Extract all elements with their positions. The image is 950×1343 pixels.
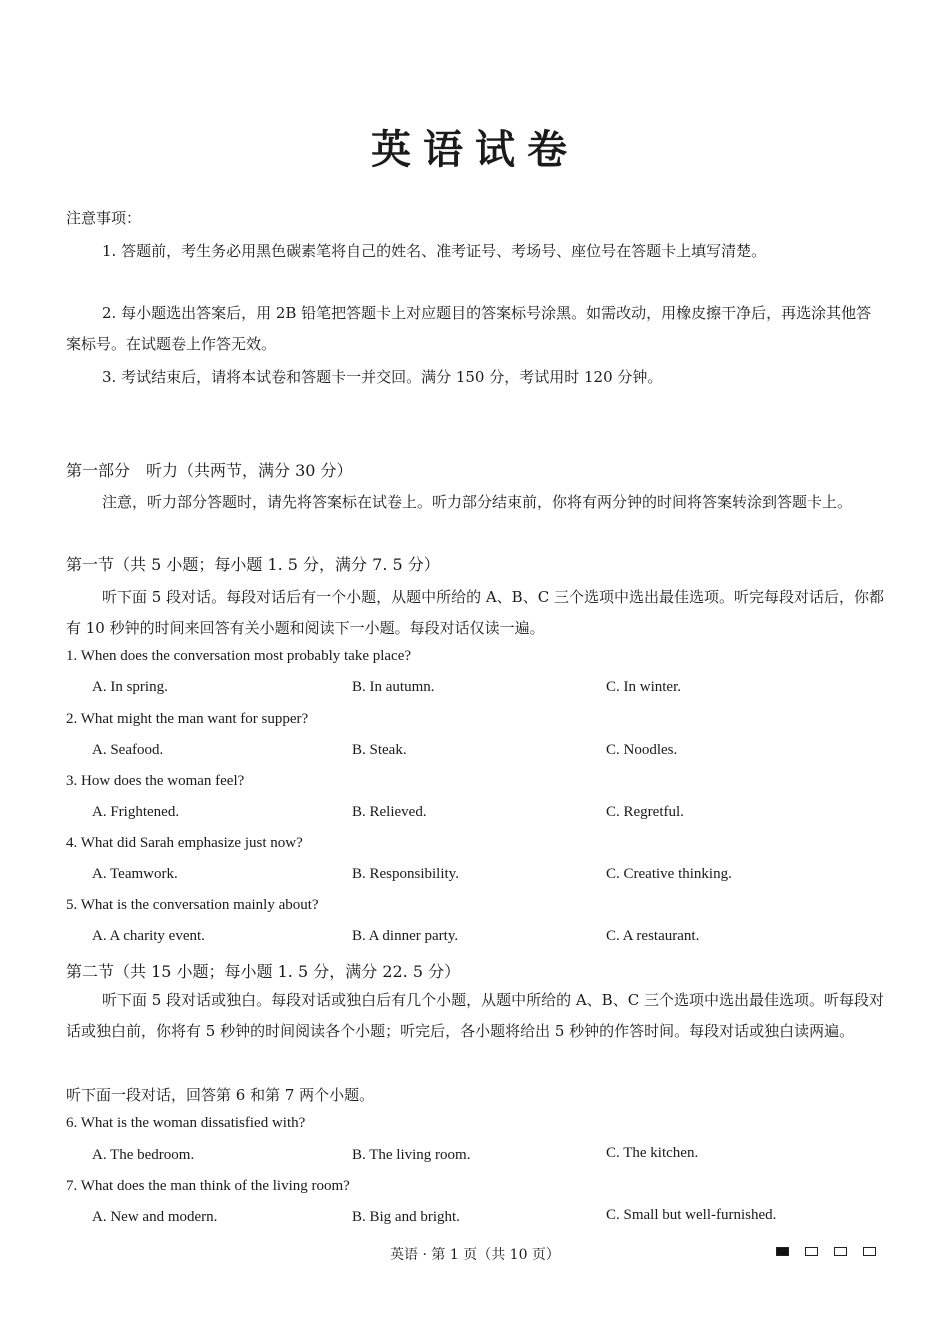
question-5-option-a: A. A charity event. [92,928,205,944]
question-6-option-c: C. The kitchen. [606,1145,699,1161]
question-3-option-c: C. Regretful. [606,804,684,820]
empty-square-mark [805,1247,818,1256]
section2-subinstruction: 听下面一段对话，回答第 6 和第 7 两个小题。 [66,1086,375,1104]
question-4-option-c: C. Creative thinking. [606,866,732,882]
empty-square-mark [863,1247,876,1256]
question-7-option-a: A. New and modern. [92,1209,218,1225]
question-4: 4. What did Sarah emphasize just now? [66,835,303,851]
part1-intro: 注意，听力部分答题时，请先将答案标在试卷上。听力部分结束前，你将有两分钟的时间将答案转涂到答题卡上。 [102,493,853,511]
question-4-option-a: A. Teamwork. [92,866,178,882]
note-item-1: 1. 答题前，考生务必用黑色碳素笔将自己的姓名、准考证号、考场号、座位号在答题卡上填写清楚。 [102,242,767,260]
page-footer: 英语 · 第 1 页（共 10 页） [390,1247,560,1263]
question-3-option-a: A. Frightened. [92,804,180,820]
question-1-option-a: A. In spring. [92,679,168,695]
question-5-option-c: C. A restaurant. [606,928,700,944]
page-marks [776,1247,876,1256]
question-7-option-b: B. Big and bright. [352,1209,460,1225]
question-2-option-a: A. Seafood. [92,742,164,758]
note-item-2: 2. 每小题选出答案后，用 2B 铅笔把答题卡上对应题目的答案标号涂黑。如需改动，用橡皮擦干净后，再选涂其他答案标号。在试题卷上作答无效。 [66,304,872,353]
section1-heading: 第一节（共 5 小题；每小题 1. 5 分，满分 7. 5 分） [66,555,440,574]
section1-intro: 听下面 5 段对话。每段对话后有一个小题，从题中所给的 A、B、C 三个选项中选出最佳选项。听完每段对话后，你都有 10 秒钟的时间来回答有关小题和阅读下一小题。每段对话仅读一遍。 [66,588,884,637]
question-2-option-c: C. Noodles. [606,742,678,758]
question-6: 6. What is the woman dissatisfied with? [66,1115,306,1131]
question-1-option-b: B. In autumn. [352,679,435,695]
question-1: 1. When does the conversation most probably take place? [66,648,412,664]
question-5-option-b: B. A dinner party. [352,928,459,944]
section2-heading: 第二节（共 15 小题；每小题 1. 5 分，满分 22. 5 分） [66,962,461,981]
question-4-option-b: B. Responsibility. [352,866,459,882]
question-5: 5. What is the conversation mainly about? [66,897,319,913]
question-7-option-c: C. Small but well-furnished. [606,1207,777,1223]
exam-title: 英语试卷 [371,126,579,173]
question-1-option-c: C. In winter. [606,679,681,695]
section2-intro: 听下面 5 段对话或独白。每段对话或独白后有几个小题，从题中所给的 A、B、C 三个选项中选出最佳选项。听每段对话或独白前，你将有 5 秒钟的时间阅读各个小题；听完后，各小题将给出 5 秒钟的作答时间。每段对话或独白读两遍。 [66,991,884,1040]
question-2: 2. What might the man want for supper? [66,711,309,727]
filled-square-mark [776,1247,789,1256]
question-3-option-b: B. Relieved. [352,804,427,820]
note-item-3: 3. 考试结束后，请将本试卷和答题卡一并交回。满分 150 分，考试用时 120 分钟。 [102,368,663,386]
question-3: 3. How does the woman feel? [66,773,245,789]
part1-heading: 第一部分 听力（共两节，满分 30 分） [66,461,353,480]
notes-heading: 注意事项： [66,209,142,227]
question-6-option-a: A. The bedroom. [92,1147,195,1163]
question-6-option-b: B. The living room. [352,1147,471,1163]
empty-square-mark [834,1247,847,1256]
question-2-option-b: B. Steak. [352,742,407,758]
question-7: 7. What does the man think of the living room? [66,1178,350,1194]
